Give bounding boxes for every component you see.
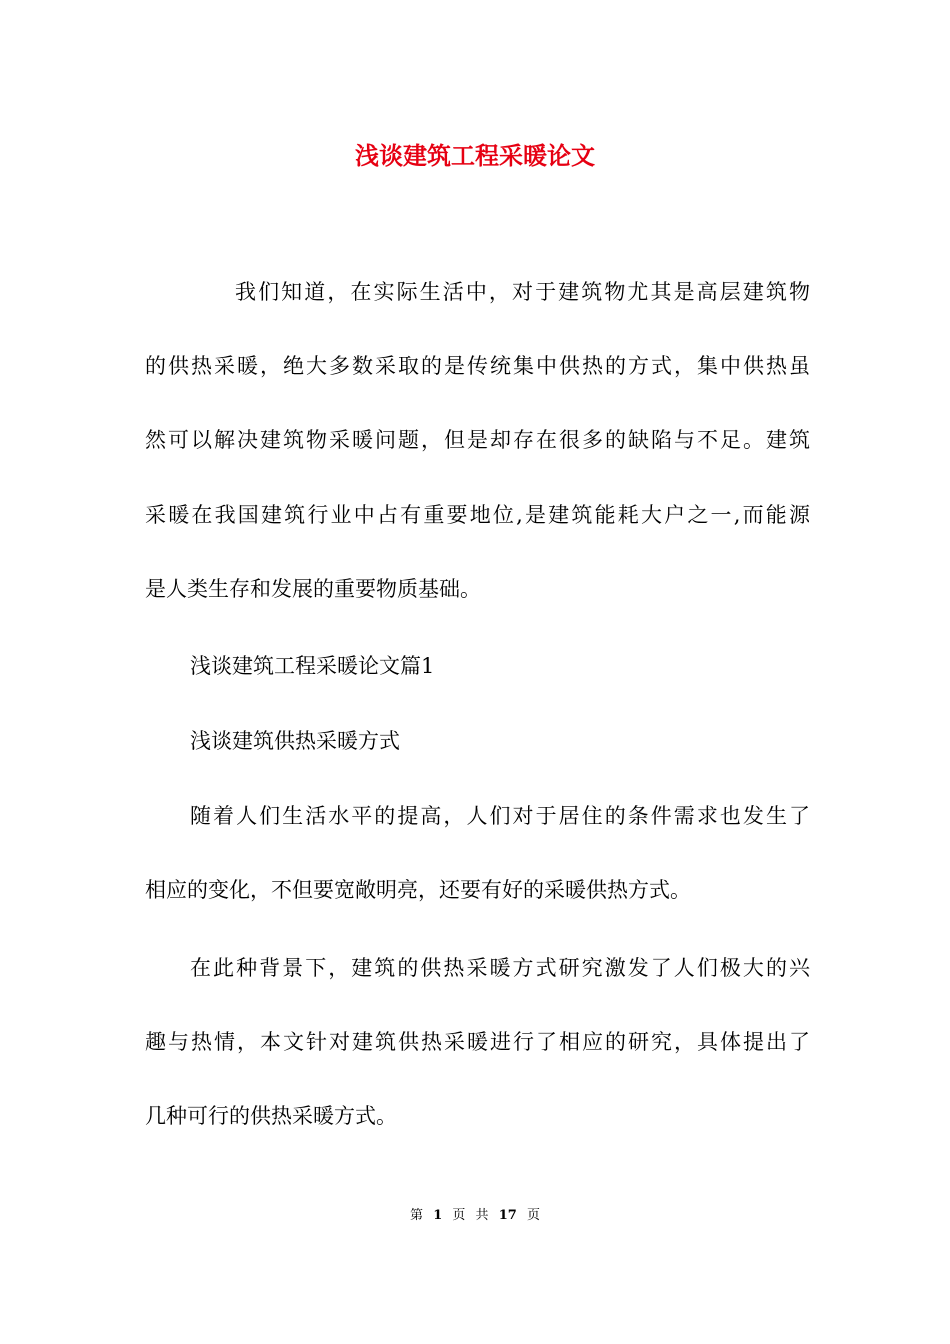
paragraph-line: 趣与热情，本文针对建筑供热采暖进行了相应的研究，具体提出了 [145,1030,810,1054]
footer-prefix: 第 [410,1208,424,1223]
paragraph-line: 的供热采暖，绝大多数采取的是传统集中供热的方式，集中供热虽 [145,354,810,378]
paragraph-line: 随着人们生活水平的提高，人们对于居住的条件需求也发生了 [190,804,810,828]
footer-total-word: 共 [475,1208,489,1223]
paragraph-line: 几种可行的供热采暖方式。 [145,1104,397,1128]
document-title: 浅谈建筑工程采暖论文 [355,141,595,170]
paragraph-line: 在此种背景下，建筑的供热采暖方式研究激发了人们极大的兴 [190,956,810,980]
paragraph-line: 然可以解决建筑物采暖问题，但是却存在很多的缺陷与不足。建筑 [145,428,810,452]
page-footer [0,1206,950,1226]
footer-page-word: 页 [452,1208,466,1223]
paragraph-line: 是人类生存和发展的重要物质基础。 [145,577,481,601]
footer-total-pages: 17 [498,1208,517,1223]
paragraph-line: 我们知道，在实际生活中，对于建筑物尤其是高层建筑物 [235,280,810,304]
paragraph-line: 相应的变化，不但要宽敞明亮，还要有好的采暖供热方式。 [145,878,691,902]
footer-page-number: 1 [433,1208,443,1223]
paragraph-line: 采暖在我国建筑行业中占有重要地位,是建筑能耗大户之一,而能源 [145,503,810,527]
section-heading: 浅谈建筑工程采暖论文篇1 [190,654,435,678]
subsection-heading: 浅谈建筑供热采暖方式 [190,729,400,753]
footer-suffix: 页 [526,1208,540,1223]
